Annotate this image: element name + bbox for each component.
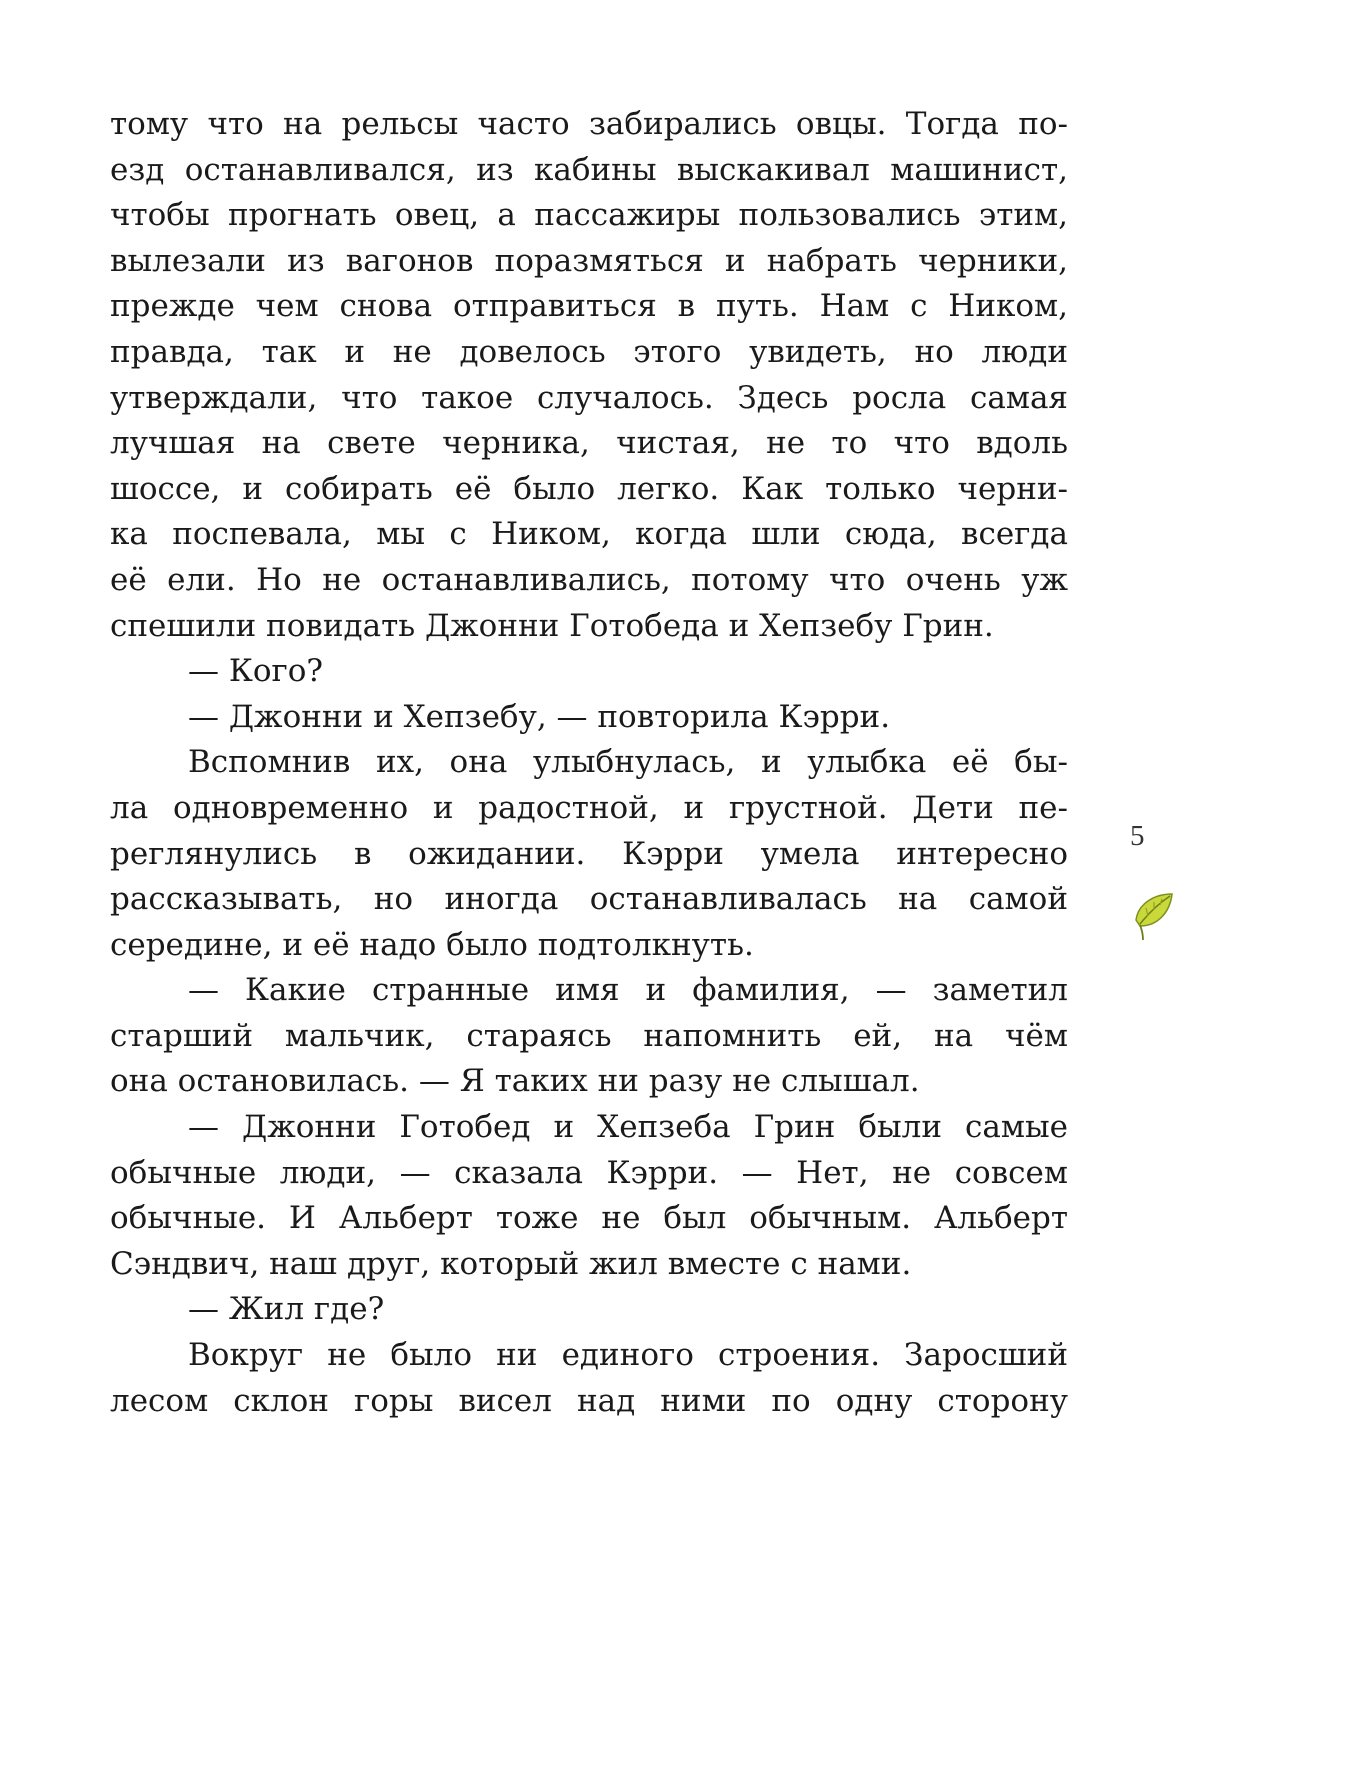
leaf-icon [1128,890,1176,942]
text-line: прежде чем снова отправиться в путь. Нам с Ником, [110,288,1068,325]
text-line: середине, и её надо было подтолкнуть. [110,926,754,963]
text-line: старший мальчик, стараясь напомнить ей, на чём [110,1017,1068,1054]
text-line: спешили повидать Джонни Готобеда и Хепзебу Грин. [110,607,994,644]
text-line: тому что на рельсы часто забирались овцы. Тогда по- [110,106,1068,142]
dialogue-line: — Джонни Готобед и Хепзеба Грин были самые [188,1109,1068,1146]
text-line: её ели. Но не останавливались, потому что очень уж [110,561,1068,598]
paragraph-start-line: Вокруг не было ни единого строения. Заросший [188,1337,1068,1374]
text-line: обычные люди, — сказала Кэрри. — Нет, не совсем [110,1154,1068,1191]
paragraph-start-line: Вспомнив их, она улыбнулась, и улыбка её бы- [188,744,1068,781]
text-line: чтобы прогнать овец, а пассажиры пользовались этим, [110,197,1068,234]
page-number: 5 [1130,820,1145,852]
dialogue-line: — Жил где? [188,1291,385,1328]
text-line: вылезали из вагонов поразмяться и набрать черники, [110,242,1068,279]
text-line: Сэндвич, наш друг, который жил вместе с нами. [110,1245,912,1282]
text-line: ка поспевала, мы с Ником, когда шли сюда, всегда [110,516,1068,553]
text-line: правда, так и не довелось этого увидеть, но люди [110,333,1068,370]
text-line: шоссе, и собирать её было легко. Как только черни- [110,470,1068,507]
text-line: реглянулись в ожидании. Кэрри умела интересно [110,835,1068,872]
body-text [110,102,1068,1424]
text-line: рассказывать, но иногда останавливалась на самой [110,881,1068,918]
text-line: ла одновременно и радостной, и грустной. Дети пе- [110,789,1068,826]
text-line: обычные. И Альберт тоже не был обычным. Альберт [110,1200,1068,1237]
dialogue-line: — Джонни и Хепзебу, — повторила Кэрри. [188,698,891,735]
dialogue-line: — Кого? [188,653,324,690]
text-line: она остановилась. — Я таких ни разу не слышал. [110,1063,920,1100]
dialogue-line: — Какие странные имя и фамилия, — заметил [188,972,1068,1009]
text-line: лучшая на свете черника, чистая, не то что вдоль [110,425,1068,462]
text-line: лесом склон горы висел над ними по одну сторону [110,1382,1068,1419]
text-line: утверждали, что такое случалось. Здесь росла самая [110,379,1068,416]
text-line: езд останавливался, из кабины выскакивал машинист, [110,151,1068,188]
